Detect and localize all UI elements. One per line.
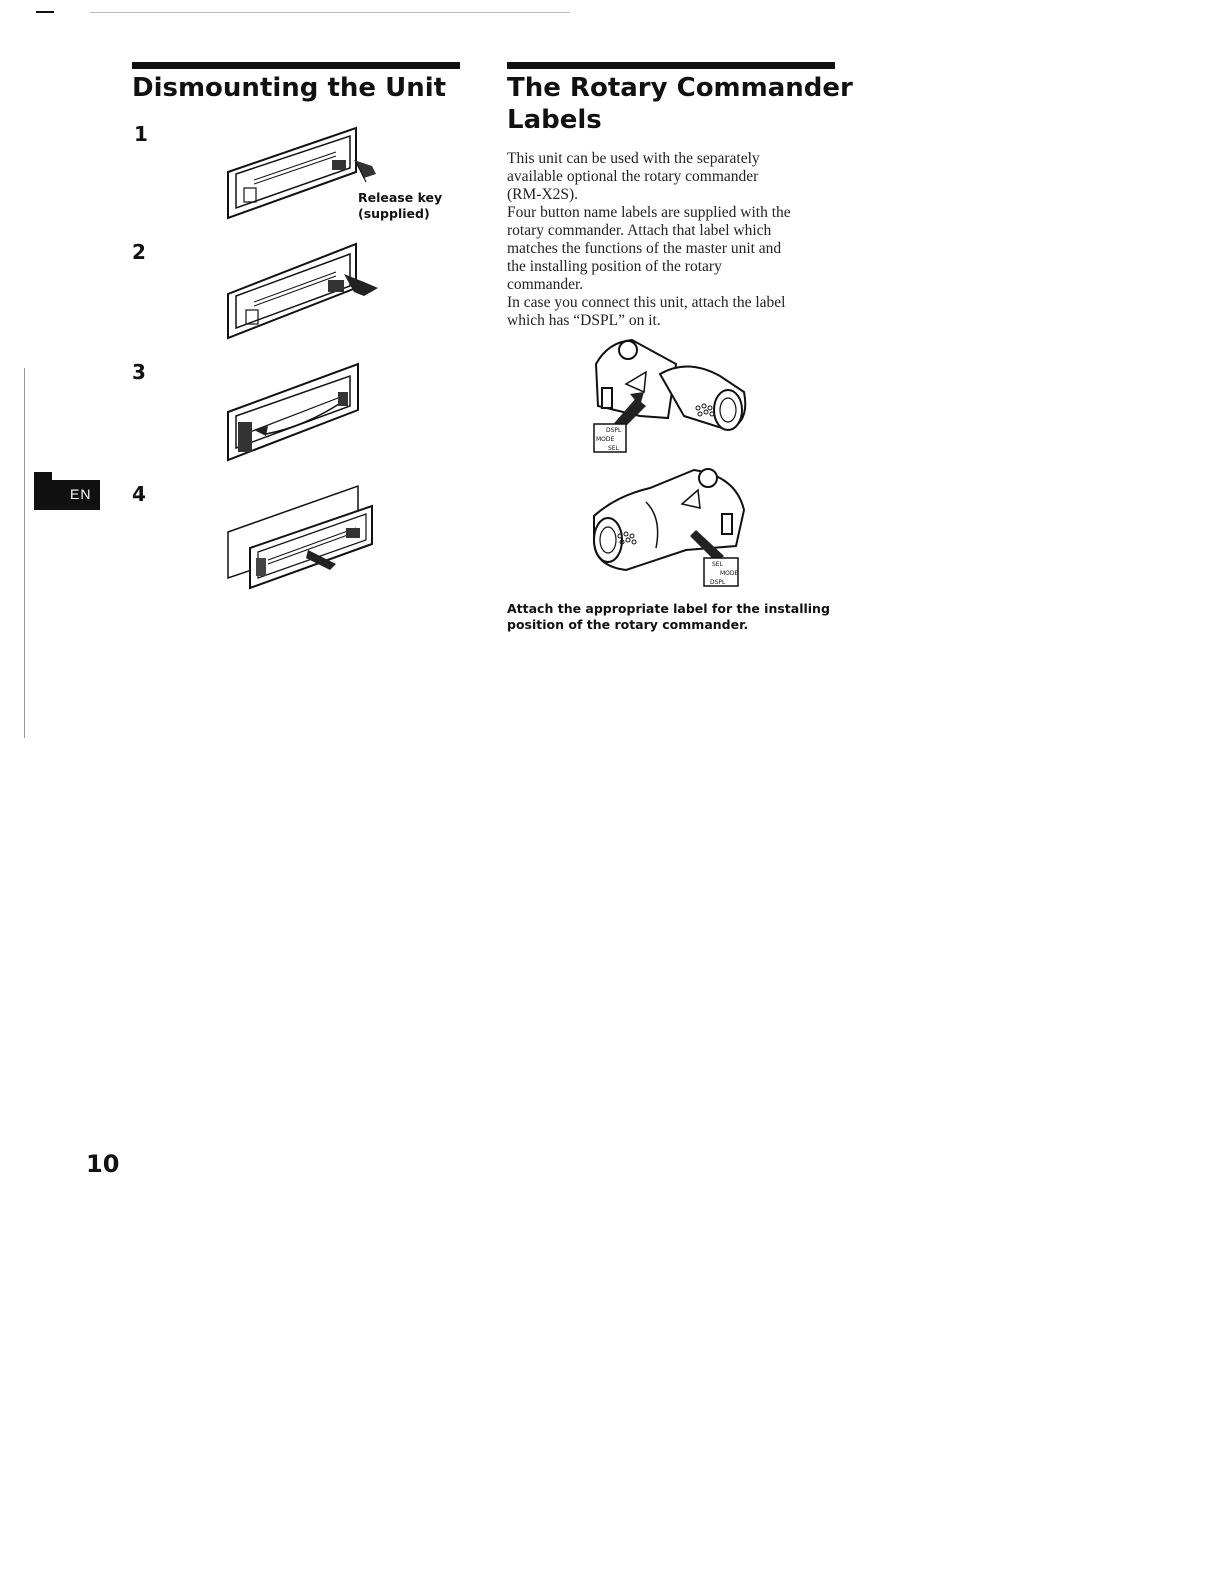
left-section-title: Dismounting the Unit <box>132 73 447 103</box>
step-4-illustration <box>226 484 386 590</box>
label-1-line-2: MODE <box>596 436 615 443</box>
margin-line <box>24 368 25 738</box>
rotary-commander-description: This unit can be used with the separately available optional the rotary commander (RM-X2S). Four button name labels are supplied with the rotary commander. Attach that label which matches the functions of the master unit and the installing position of the rotary commander. In case you connect this unit, attach the label which has “DSPL” on it. <box>507 150 791 329</box>
right-section-title: The Rotary Commander Labels <box>507 73 853 135</box>
label-2-line-2: MODE <box>720 570 739 577</box>
label-2-line-1: SEL <box>712 561 723 568</box>
label-1-line-1: DSPL <box>606 427 622 434</box>
label-2-line-3: DSPL <box>710 579 726 586</box>
illustration-caption: Attach the appropriate label for the installing position of the rotary commander. <box>507 601 830 632</box>
right-heading-rule <box>507 62 835 69</box>
release-key-label: Release key (supplied) <box>358 190 443 221</box>
step-number-3: 3 <box>132 360 146 384</box>
top-scan-mark <box>36 11 54 13</box>
rotary-commander-illustration-1 <box>588 336 758 460</box>
label-1-line-3: SEL <box>608 445 619 452</box>
language-tab <box>34 480 100 510</box>
left-heading-rule <box>132 62 460 69</box>
step-number-4: 4 <box>132 482 146 506</box>
step-number-2: 2 <box>132 240 146 264</box>
page-number: 10 <box>86 1150 120 1178</box>
top-scan-line <box>90 12 570 13</box>
rotary-commander-illustration-2 <box>586 466 756 592</box>
step-2-illustration <box>224 242 384 342</box>
step-number-1: 1 <box>134 122 148 146</box>
tab-notch <box>34 472 52 484</box>
language-tab-label: EN <box>70 486 92 502</box>
step-3-illustration <box>226 362 386 466</box>
